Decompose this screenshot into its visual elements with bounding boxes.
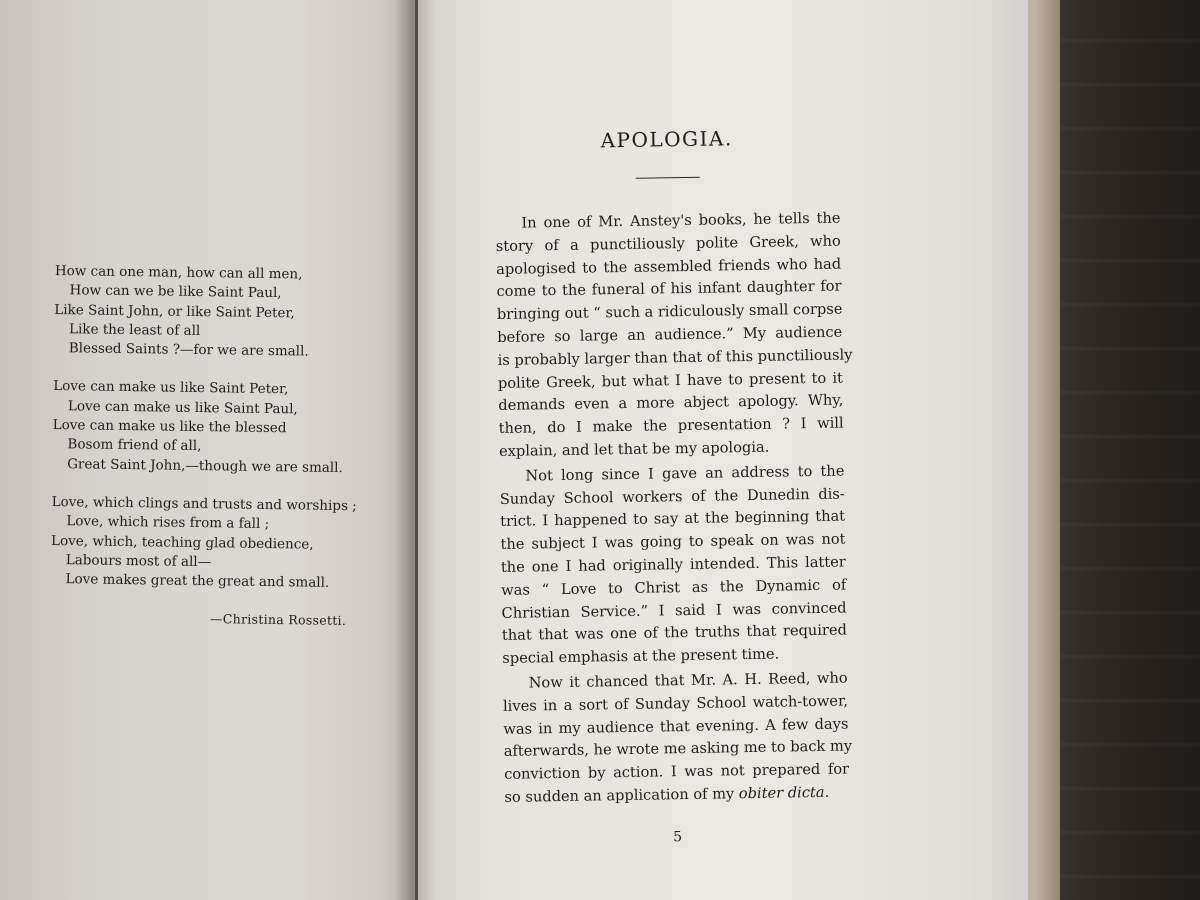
- poem-stanza-2: [52, 377, 353, 478]
- poem-attribution: —Christina Rossetti.: [209, 611, 347, 628]
- poem-stanza-1: [54, 262, 355, 363]
- text-line: apologised to the assembled friends who had: [496, 255, 842, 278]
- page-number: 5: [673, 828, 683, 845]
- text-line: afterwards, he wrote me asking me to back my: [503, 737, 853, 761]
- text-line-final: [504, 781, 849, 809]
- text-line: special emphasis at the present time.: [502, 645, 780, 668]
- poem-stanza-3: [50, 493, 357, 594]
- text-line: was “ Love to Christ as the Dynamic of: [501, 576, 847, 599]
- text-line: In one of Mr. Anstey's books, he tells the: [521, 209, 841, 232]
- text-line: then, do I make the presentation ? I will: [498, 414, 844, 438]
- poem-line: Blessed Saints ?—for we are small.: [68, 340, 309, 360]
- poem-line: Love makes great the great and small.: [65, 571, 330, 592]
- poem-line: How can we be like Saint Paul,: [69, 282, 282, 302]
- poem-line: Great Saint John,—though we are small.: [67, 455, 343, 476]
- poem-line: Like Saint John, or like Saint Peter,: [54, 301, 295, 321]
- text-line: bringing out “ such a ridiculously small corpse: [496, 300, 843, 324]
- book-gutter-shadow: [395, 0, 435, 900]
- left-page: [0, 0, 415, 900]
- text-line: the one I had originally intended. This latter: [500, 553, 846, 576]
- text-line: explain, and let that be my apologia.: [498, 438, 770, 460]
- text-line-start: so sudden an application of my: [504, 785, 735, 806]
- paragraph-3: [502, 667, 853, 809]
- italic-phrase: obiter dicta.: [738, 783, 830, 803]
- text-line: Sunday School workers of the Dunedin dis-: [499, 485, 845, 508]
- poem-line: Love, which rises from a fall ;: [66, 513, 270, 533]
- poem: [50, 262, 355, 613]
- poem-line: Love can make us like Saint Paul,: [67, 397, 298, 418]
- poem-line: Love, which clings and trusts and worships ;: [51, 493, 357, 515]
- text-line: Christian Service.” I said I was convinced: [501, 599, 847, 622]
- paragraph-2: [499, 460, 847, 671]
- poem-line: Love, which, teaching glad obedience,: [50, 532, 314, 553]
- text-line: lives in a sort of Sunday School watch-tower,: [502, 692, 849, 715]
- poem-line: Bosom friend of all,: [67, 436, 202, 455]
- chapter-title: APOLOGIA.: [600, 126, 733, 153]
- text-line: Now it chanced that Mr. A. H. Reed, who: [528, 669, 848, 692]
- wooden-table: [1045, 0, 1200, 900]
- poem-line: Like the least of all: [68, 321, 201, 339]
- text-line: was in my audience that evening. A few days: [503, 715, 849, 738]
- text-line: come to the funeral of his infant daughter for: [496, 277, 842, 301]
- poem-line: How can one man, how can all men,: [54, 262, 303, 283]
- text-line: that that was one of the truths that required: [501, 621, 848, 645]
- text-line: demands even a more abject apology. Why,: [498, 391, 844, 415]
- poem-line: Love can make us like Saint Peter,: [53, 378, 289, 398]
- text-line: conviction by action. I was not prepared for: [503, 760, 850, 784]
- text-line: the subject I was going to speak on was not: [500, 530, 846, 554]
- text-line: story of a punctiliously polite Greek, who: [495, 232, 841, 255]
- text-line: trict. I happened to say at the beginning that: [500, 507, 846, 531]
- paragraph-1: [495, 208, 853, 464]
- text-line: before so large an audience.” My audience: [497, 323, 843, 346]
- title-rule: [635, 177, 699, 179]
- poem-line: Love can make us like the blessed: [52, 417, 287, 437]
- text-line: polite Greek, but what I have to present to it: [497, 369, 844, 392]
- text-line: is probably larger than that of this punctiliously: [497, 346, 853, 369]
- text-line: Not long since I gave an address to the: [525, 462, 845, 485]
- right-page-text: [494, 125, 853, 848]
- poem-line: Labours most of all—: [65, 552, 212, 571]
